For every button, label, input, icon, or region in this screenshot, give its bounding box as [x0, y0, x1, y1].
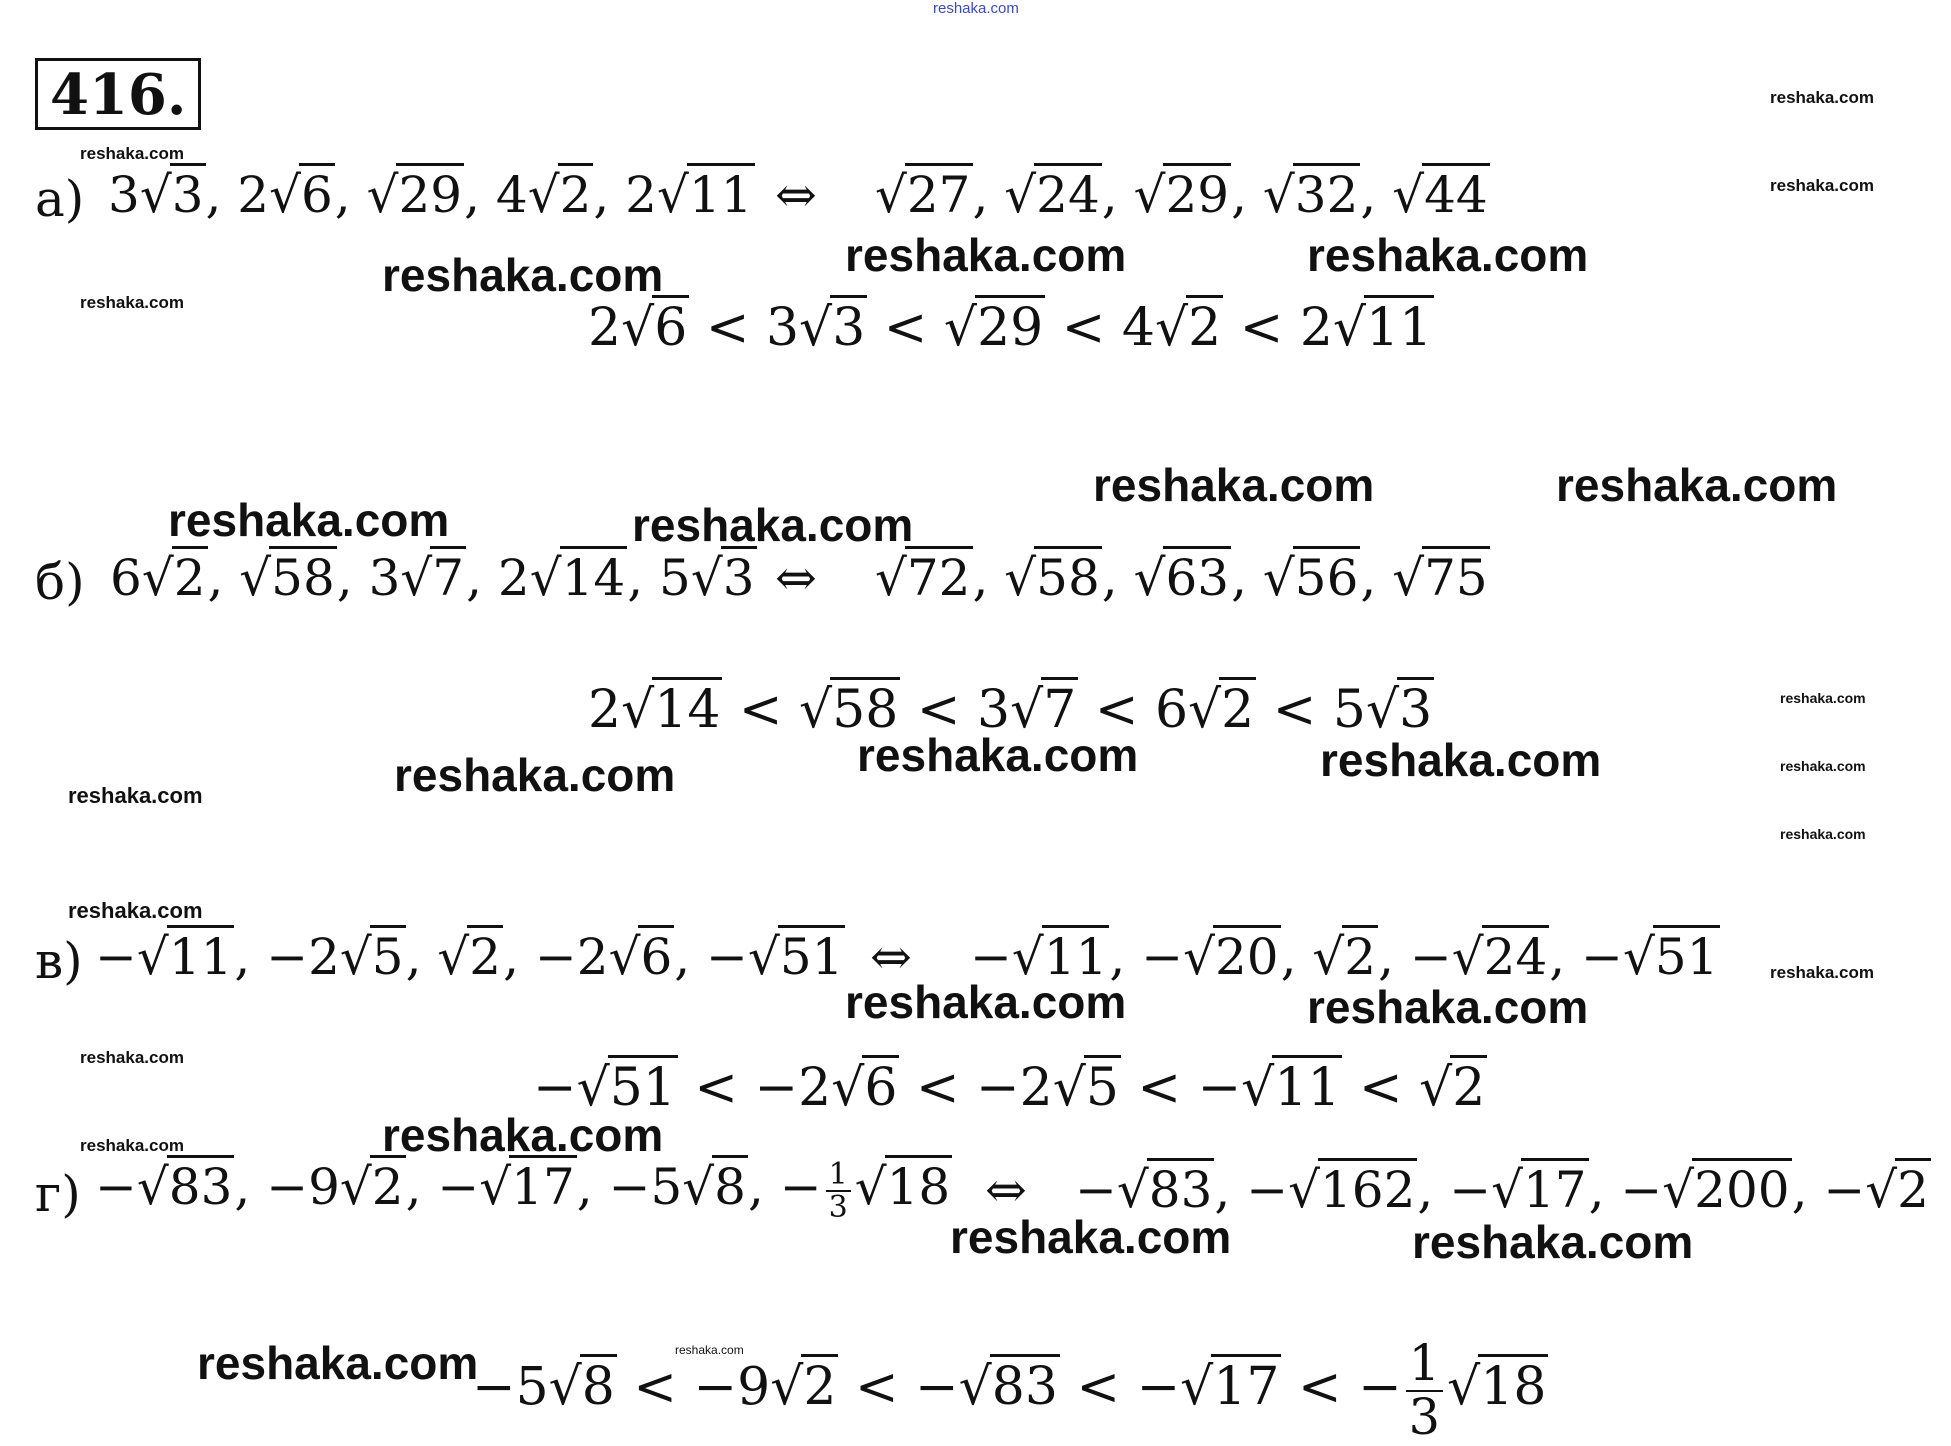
watermark: reshaka.com [632, 499, 914, 551]
watermark: reshaka.com [382, 1109, 664, 1161]
watermark: reshaka.com [168, 494, 450, 546]
part-g-converted: −√83, −√162, −√17, −√200, −√2 [1075, 1160, 1931, 1220]
watermark: reshaka.com [1412, 1216, 1694, 1268]
part-v-given: −√11, −2√5, √2, −2√6, −√51 [95, 927, 845, 987]
watermark: reshaka.com [950, 1211, 1232, 1263]
watermark: reshaka.com [845, 229, 1127, 281]
part-g-equiv: ⇔ [985, 1161, 1027, 1219]
part-g-order: −5√8 < −9√2 < −√83 < −√17 < − $\frac{1}{3}$ √18 [472, 1334, 1547, 1446]
part-b-equiv: ⇔ [775, 549, 817, 607]
watermark: reshaka.com [1780, 826, 1866, 842]
problem-number: 416. [35, 58, 201, 130]
watermark: reshaka.com [382, 249, 664, 301]
watermark: reshaka.com [1770, 176, 1874, 195]
watermark: reshaka.com [845, 976, 1127, 1028]
watermark: reshaka.com [1307, 229, 1589, 281]
watermark: reshaka.com [80, 144, 184, 163]
part-a-equiv: ⇔ [775, 166, 817, 224]
watermark: reshaka.com [80, 1048, 184, 1067]
watermark: reshaka.com [80, 293, 184, 312]
fraction-one-third-big: $\frac{1}{3}$ [1406, 1338, 1443, 1444]
part-a-label: а) [35, 170, 85, 228]
fraction-one-third: $\frac{1}{3}$ [826, 1159, 851, 1224]
part-b-given: 6√2, √58, 3√7, 2√14, 5√3 [110, 548, 757, 608]
watermark: reshaka.com [394, 749, 676, 801]
watermark: reshaka.com [1770, 963, 1874, 982]
watermark: reshaka.com [1780, 690, 1866, 706]
part-v-order: −√51 < −2√6 < −2√5 < −√11 < √2 [533, 1058, 1487, 1118]
part-b-converted: √72, √58, √63, √56, √75 [875, 548, 1490, 608]
watermark: reshaka.com [1093, 459, 1375, 511]
watermark: reshaka.com [1556, 459, 1838, 511]
watermark: reshaka.com [1307, 981, 1589, 1033]
watermark: reshaka.com [1780, 758, 1866, 774]
part-v-label: в) [35, 932, 83, 990]
watermark: reshaka.com [68, 783, 203, 808]
part-v-equiv: ⇔ [870, 928, 912, 986]
part-g-given: −√83, −9√2, −√17, −5√8, − $\frac{1}{3}$ √18 [95, 1156, 951, 1225]
watermark: reshaka.com [1770, 88, 1874, 107]
part-b-label: б) [35, 553, 85, 611]
watermark: reshaka.com [675, 1343, 744, 1357]
part-a-given: 3√3, 2√6, √29, 4√2, 2√11 [108, 165, 755, 225]
part-b-order: 2√14 < √58 < 3√7 < 6√2 < 5√3 [588, 680, 1434, 740]
part-a-converted: √27, √24, √29, √32, √44 [875, 165, 1490, 225]
part-a-order: 2√6 < 3√3 < √29 < 4√2 < 2√11 [588, 298, 1434, 358]
part-g-label: г) [35, 1165, 81, 1223]
watermark-top: reshaka.com [933, 0, 1019, 17]
watermark: reshaka.com [857, 729, 1139, 781]
watermark: reshaka.com [197, 1337, 479, 1389]
watermark: reshaka.com [68, 898, 203, 923]
part-v-converted: −√11, −√20, √2, −√24, −√51 [970, 927, 1720, 987]
watermark: reshaka.com [80, 1136, 184, 1155]
watermark: reshaka.com [1320, 734, 1602, 786]
